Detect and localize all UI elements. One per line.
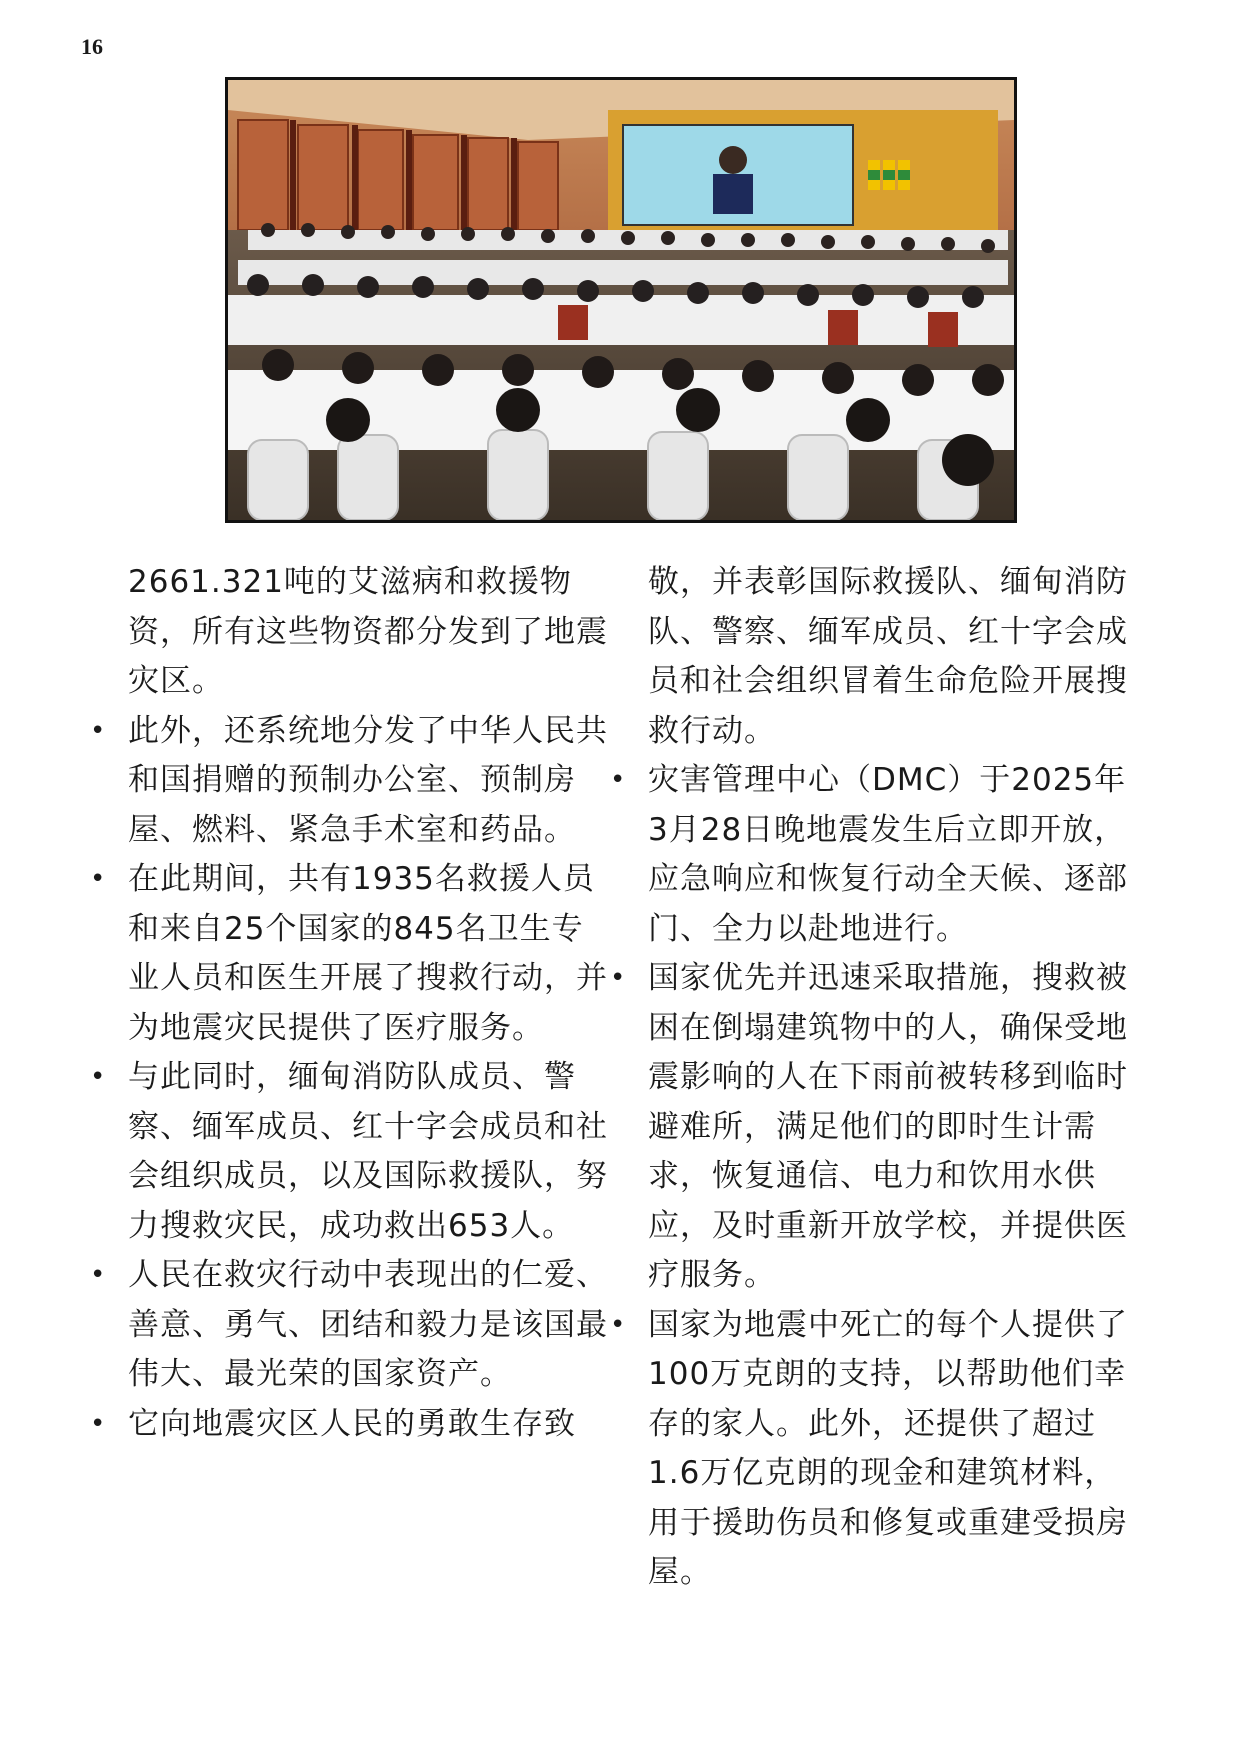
list-item: • 国家为地震中死亡的每个人提供了100万克朗的支持，以帮助他们幸存的家人。此外，还提供了超过1.6万亿克朗的现金和建筑材料，用于援助伤员和修复或重建受损房屋。	[640, 1301, 1130, 1598]
list-item: • 此外，还系统地分发了中华人民共和国捐赠的预制办公室、预制房屋、燃料、紧急手术室和药品。	[120, 707, 610, 856]
left-continued-paragraph: 2661.321吨的艾滋病和救援物资，所有这些物资都分发到了地震灾区。	[128, 564, 608, 699]
list-item: • 灾害管理中心（DMC）于2025年3月28日晚地震发生后立即开放，应急响应和恢复行动全天候、逐部门、全力以赴地进行。	[640, 756, 1130, 954]
left-bullet-list	[120, 707, 610, 1450]
page-number: 16	[81, 34, 103, 59]
right-column	[640, 558, 1130, 1598]
list-item: • 在此期间，共有1935名救援人员和来自25个国家的845名卫生专业人员和医生开展了搜救行动，并为地震灾民提供了医疗服务。	[120, 855, 610, 1053]
speaker-head	[719, 146, 747, 174]
conference-hall-photo	[225, 77, 1017, 523]
flags	[868, 160, 910, 190]
left-column	[120, 558, 610, 1449]
right-continued-paragraph: 敬，并表彰国际救援队、缅甸消防队、警察、缅军成员、红十字会成员和社会组织冒着生命危险开展搜救行动。	[648, 564, 1128, 749]
speaker-body	[713, 174, 753, 214]
right-bullet-list	[640, 756, 1130, 1598]
list-item: • 国家优先并迅速采取措施，搜救被困在倒塌建筑物中的人，确保受地震影响的人在下雨前被转移到临时避难所，满足他们的即时生计需求，恢复通信、电力和饮用水供应，及时重新开放学校，并提供医疗服务。	[640, 954, 1130, 1301]
list-item: • 人民在救灾行动中表现出的仁爱、善意、勇气、团结和毅力是该国最伟大、最光荣的国家资产。	[120, 1251, 610, 1400]
list-item: • 与此同时，缅甸消防队成员、警察、缅军成员、红十字会成员和社会组织成员，以及国际救援队，努力搜救灾民，成功救出653人。	[120, 1053, 610, 1251]
photo-illustration	[228, 80, 1014, 520]
list-item: • 它向地震灾区人民的勇敢生存致	[120, 1400, 610, 1450]
